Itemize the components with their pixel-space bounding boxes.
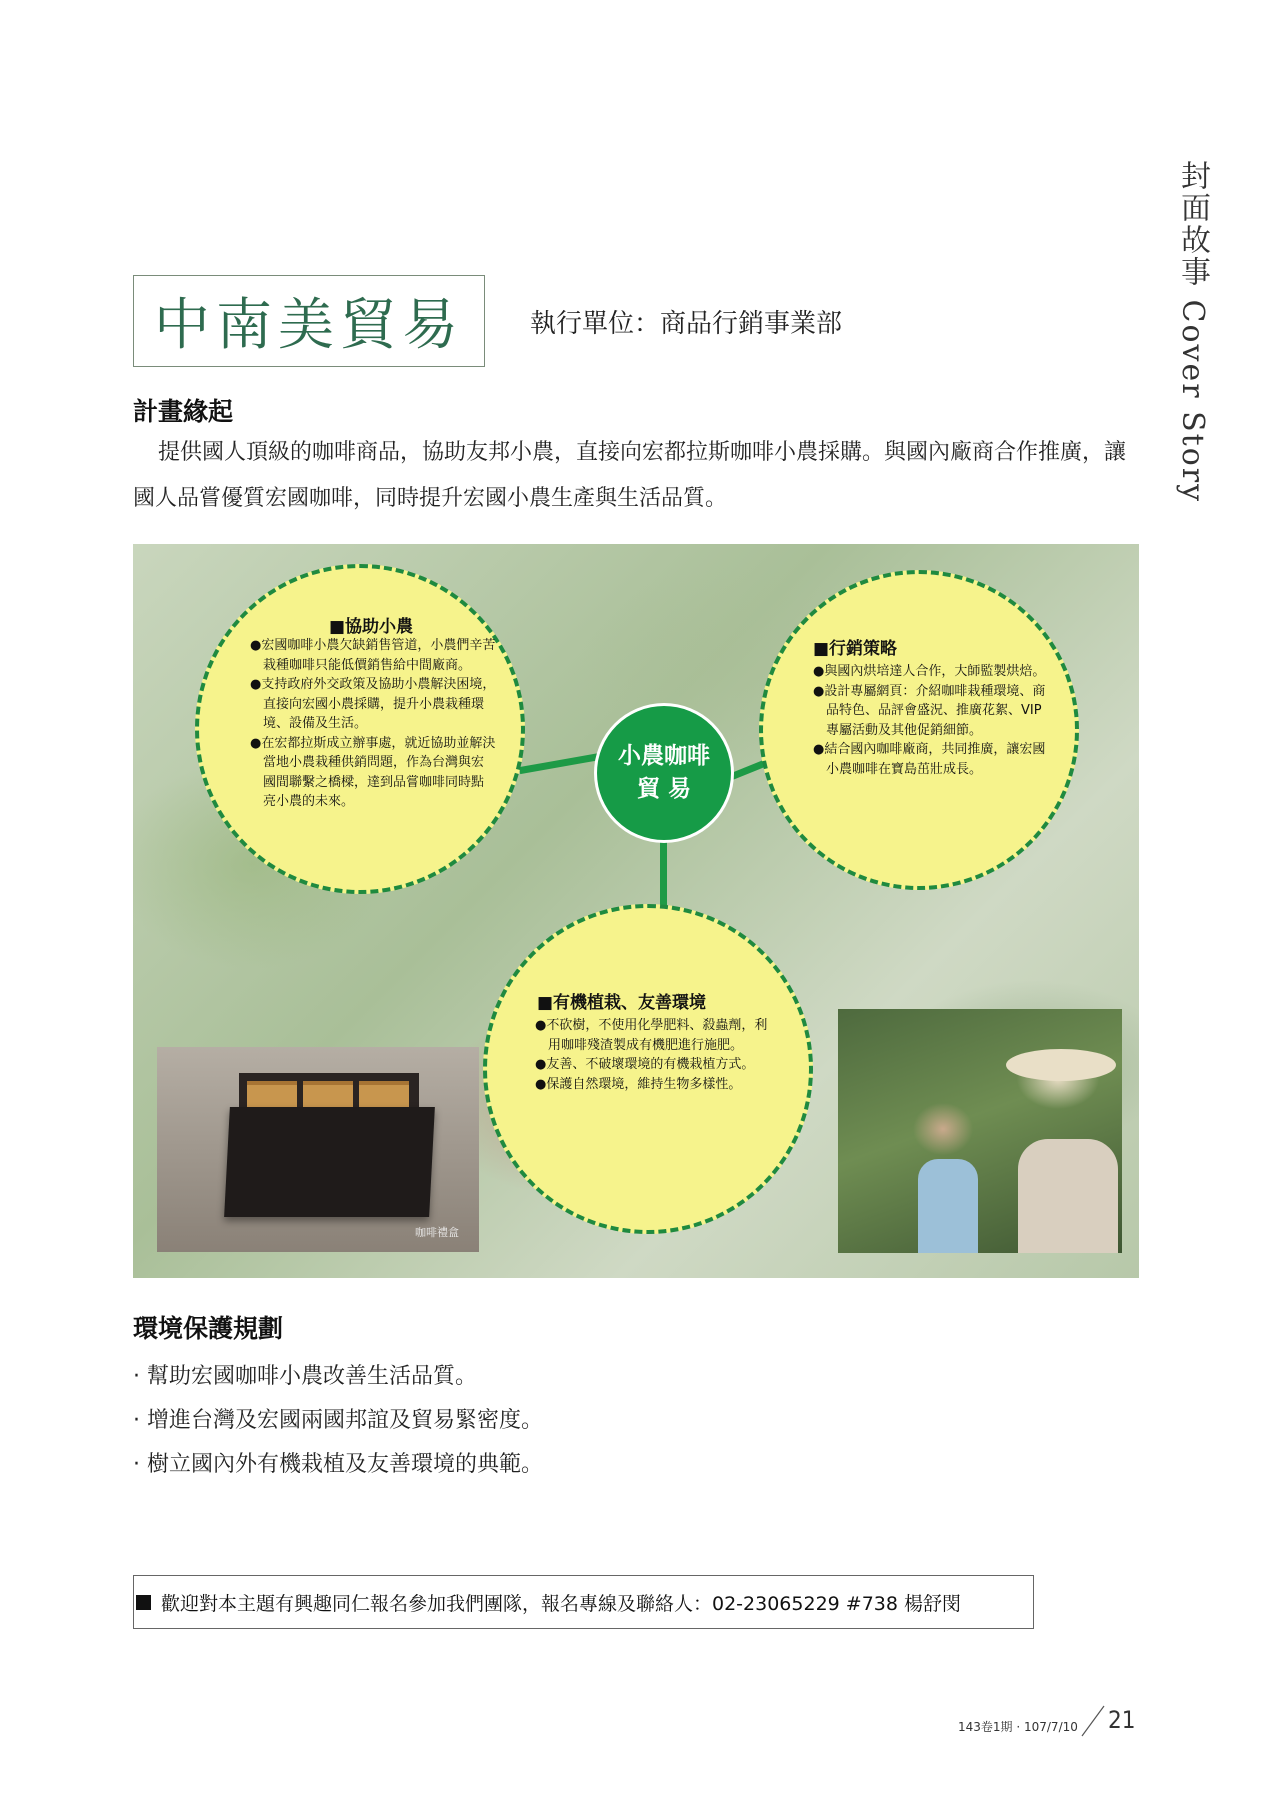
list-item: · 樹立國內外有機栽植及友善環境的典範。 (133, 1443, 543, 1487)
origin-heading: 計畫緣起 (133, 397, 234, 426)
hub-label-line1: 小農咖啡 (618, 743, 710, 769)
contact-text: 歡迎對本主題有興趣同仁報名參加我們團隊，報名專線及聯絡人：02-23065229 #738 楊舒閔 (161, 1592, 962, 1615)
environment-heading: 環境保護規劃 (133, 1314, 284, 1343)
square-bullet-icon (136, 1595, 151, 1610)
page-number: 21 (1108, 1706, 1136, 1734)
list-item: ● 支持政府外交政策及協助小農解決困境，直接向宏國小農採購，提升小農栽種環境、設備及生活。 (250, 675, 496, 734)
environment-list (133, 1355, 543, 1487)
farmer-figure (1018, 1139, 1118, 1253)
coffee-trade-diagram (133, 544, 1139, 1278)
footer-issue: 143卷1期 · 107/7/10 (958, 1720, 1078, 1734)
connector-left (519, 753, 601, 774)
circle-title: ■行銷策略 (813, 639, 898, 659)
circle-list (250, 636, 496, 812)
circle-title: ■有機植栽、友善環境 (537, 993, 707, 1013)
gift-box (224, 1107, 435, 1217)
page-title-box (133, 275, 485, 367)
circle-title: ■協助小農 (329, 617, 414, 637)
contact-box (133, 1575, 1034, 1629)
list-item: ● 不砍樹，不使用化學肥料、殺蟲劑，利用咖啡殘渣製成有機肥進行施肥。 (535, 1016, 775, 1055)
executing-unit: 執行單位：商品行銷事業部 (530, 309, 843, 339)
circle-organic (483, 904, 813, 1234)
circle-farmers (195, 564, 525, 894)
list-item: ● 與國內烘培達人合作，大師監製烘焙。 (813, 662, 1053, 682)
page-title: 中南美貿易 (154, 293, 464, 358)
footer-slash-icon (1078, 1704, 1108, 1738)
list-item: · 幫助宏國咖啡小農改善生活品質。 (133, 1355, 543, 1399)
circle-marketing (759, 570, 1079, 890)
list-item: ● 友善、不破壞環境的有機栽植方式。 (535, 1055, 775, 1075)
gift-box-photo (157, 1047, 479, 1252)
hub-circle (597, 706, 731, 840)
list-item: ● 宏國咖啡小農欠缺銷售管道，小農們辛苦栽種咖啡只能低價銷售給中間廠商。 (250, 636, 496, 675)
section-side-title: 封面故事 Cover Story (1175, 160, 1210, 504)
connector-bottom (660, 836, 667, 908)
farmers-photo (838, 1009, 1122, 1253)
farmer-figure (918, 1159, 978, 1253)
gift-caption: 咖啡禮盒 (415, 1226, 459, 1239)
list-item: ● 設計專屬網頁：介紹咖啡栽種環境、商品特色、品評會盛況、推廣花絮、VIP專屬活動及其他促銷細節。 (813, 682, 1053, 741)
circle-list (535, 1016, 775, 1094)
circle-list (813, 662, 1053, 779)
list-item: ● 在宏都拉斯成立辦事處，就近協助並解決當地小農栽種供銷問題，作為台灣與宏國間聯繫之橋樑，達到品嘗咖啡同時點亮小農的未來。 (250, 734, 496, 812)
hub-label-line2: 貿 易 (636, 776, 691, 802)
list-item: ● 保護自然環境，維持生物多樣性。 (535, 1075, 775, 1095)
list-item: · 增進台灣及宏國兩國邦誼及貿易緊密度。 (133, 1399, 543, 1443)
farmer-hat (1006, 1049, 1116, 1081)
list-item: ● 結合國內咖啡廠商，共同推廣，讓宏國小農咖啡在寶島茁壯成長。 (813, 740, 1053, 779)
origin-paragraph: 提供國人頂級的咖啡商品，協助友邦小農，直接向宏都拉斯咖啡小農採購。與國內廠商合作推廣，讓國人品嘗優質宏國咖啡，同時提升宏國小農生產與生活品質。 (133, 440, 1127, 511)
